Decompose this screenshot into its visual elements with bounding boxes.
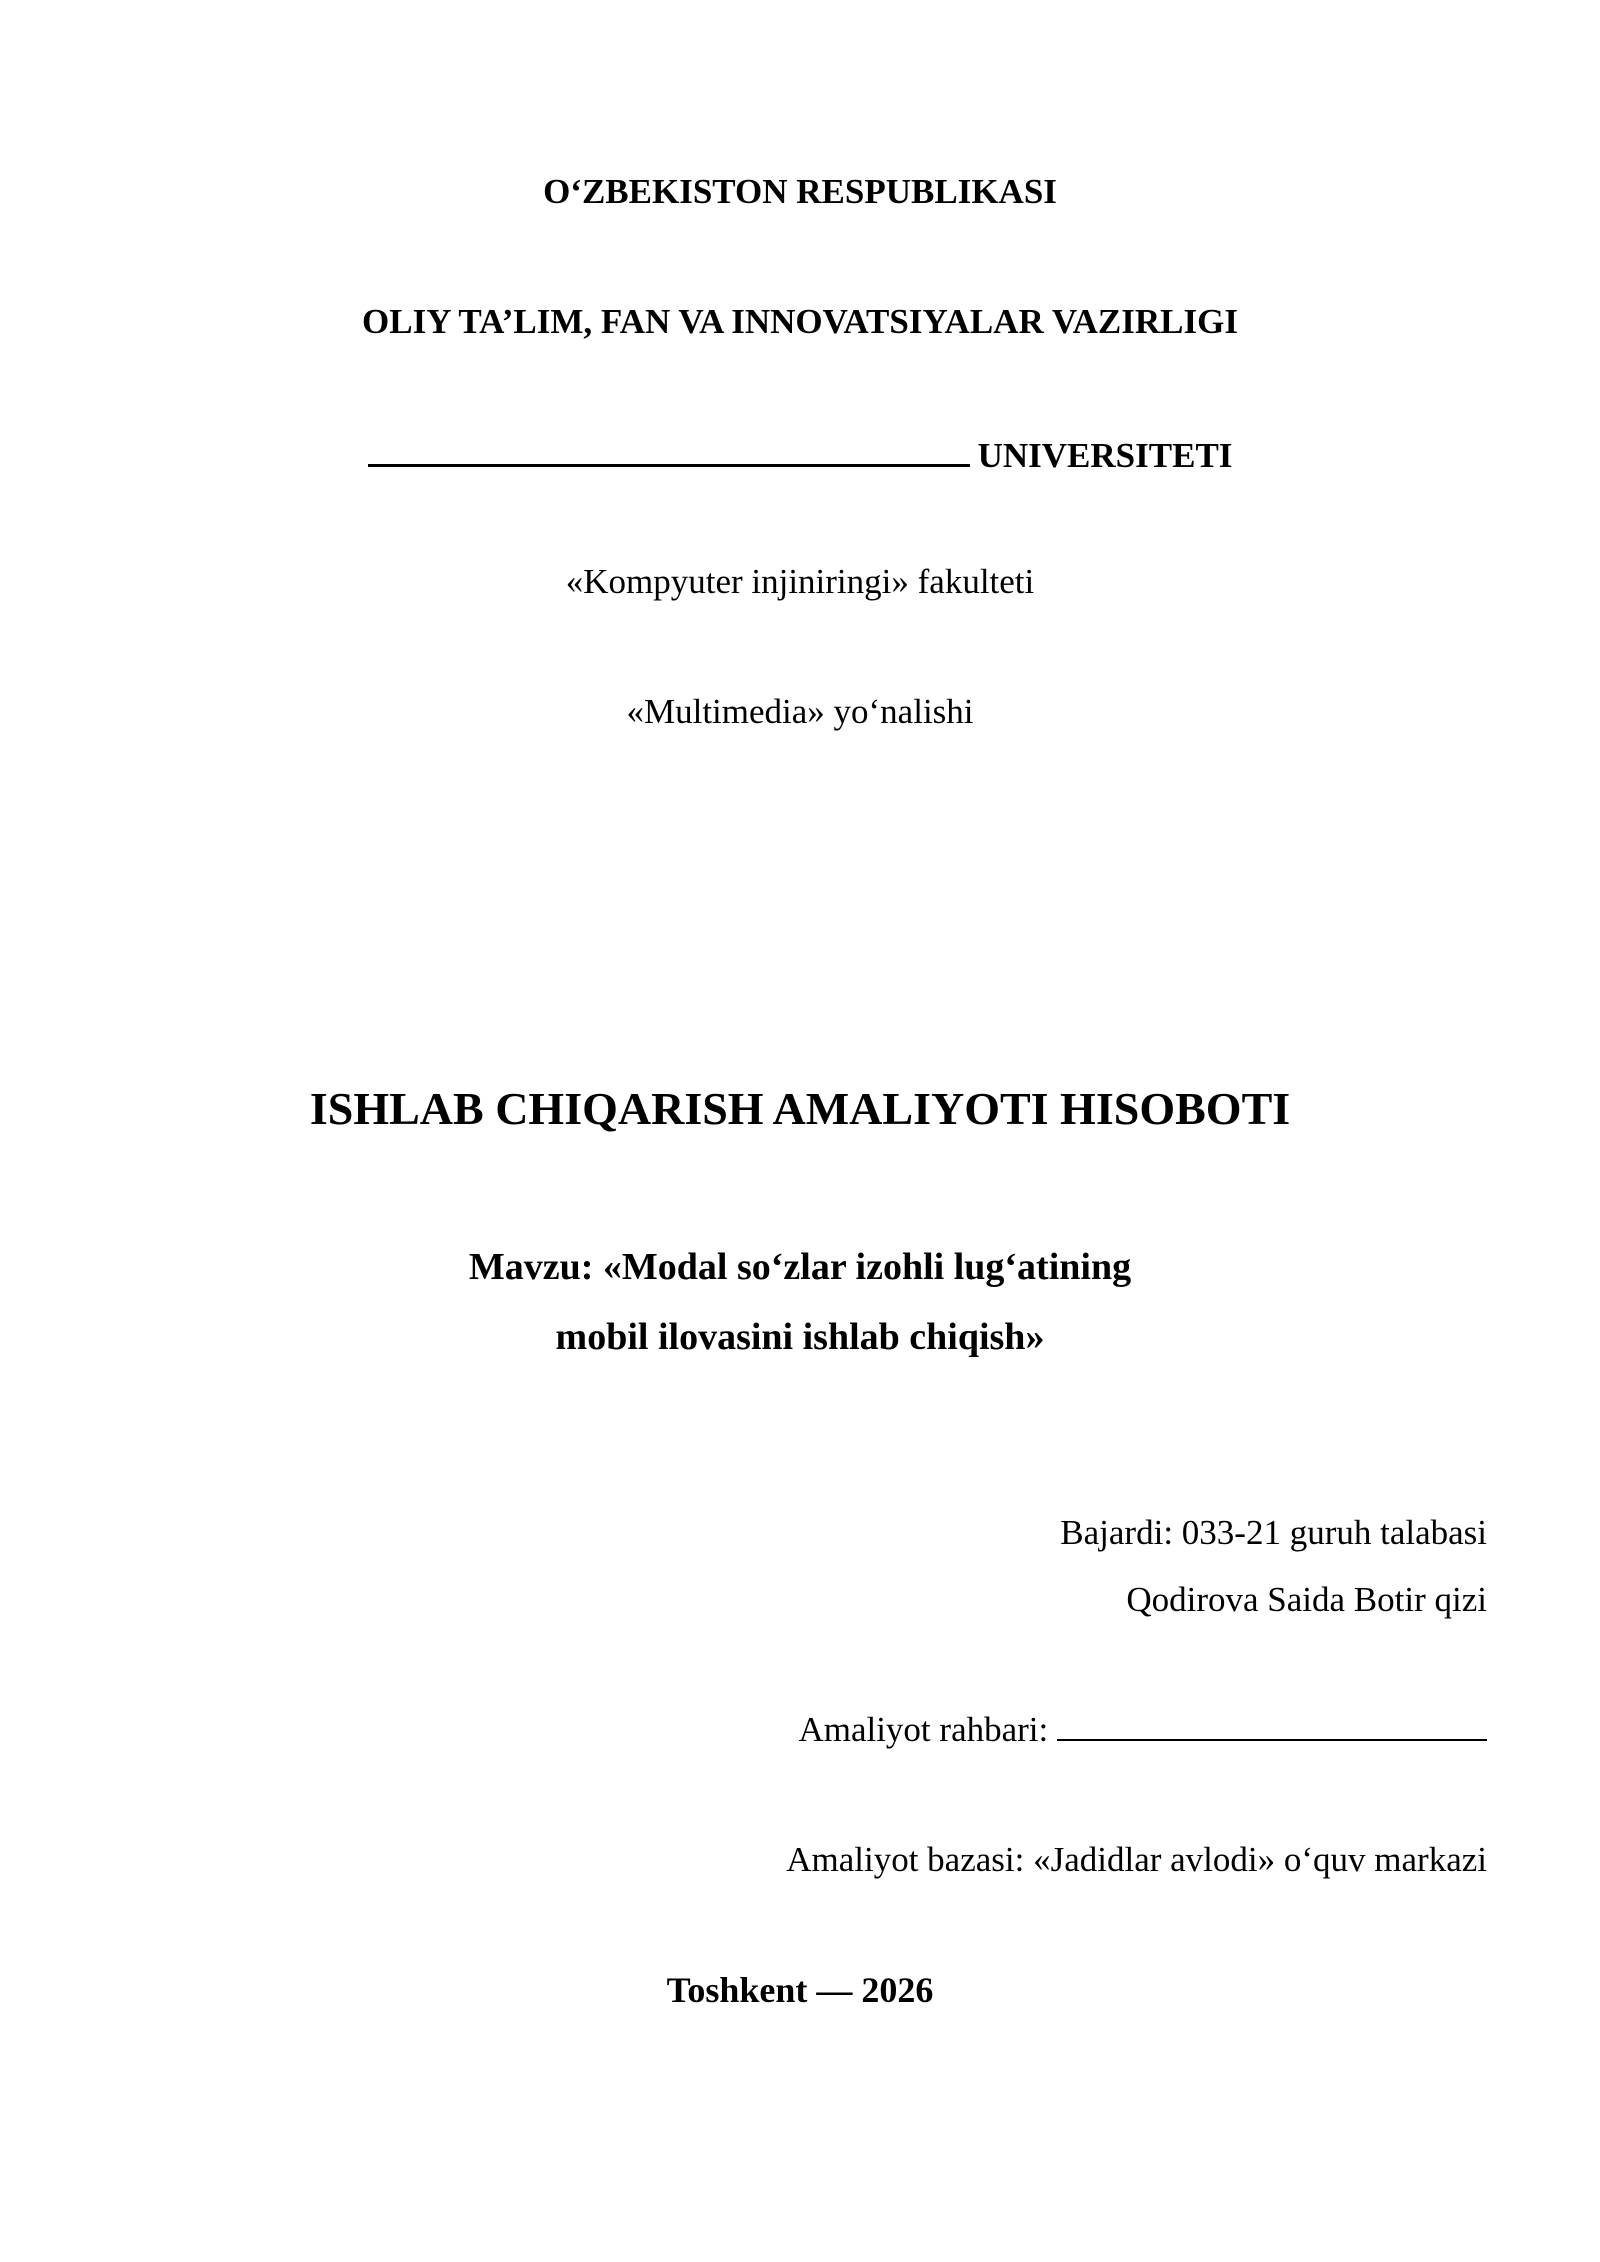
supervisor-blank — [1057, 1711, 1487, 1741]
topic-line-1: Mavzu: «Modal so‘zlar izohli lug‘atining — [468, 1246, 1132, 1288]
supervisor-line — [798, 1711, 1487, 1747]
report-title: ISHLAB CHIQARISH AMALIYOTI HISOBOTI — [309, 1083, 1291, 1134]
country-heading: O‘ZBEKISTON RESPUBLIKASI — [543, 172, 1057, 211]
university-suffix: UNIVERSITETI — [977, 436, 1233, 475]
direction-line: «Multimedia» yo‘nalishi — [626, 692, 974, 731]
student-name: Qodirova Saida Botir qizi — [1126, 1580, 1487, 1619]
faculty-line: «Kompyuter injiniringi» fakulteti — [565, 562, 1035, 601]
practice-base-line: Amaliyot bazasi: «Jadidlar avlodi» o‘quv markazi — [786, 1840, 1487, 1879]
city-year: Toshkent — 2026 — [666, 1970, 934, 2010]
university-name-blank — [368, 434, 970, 467]
done-by-line: Bajardi: 033-21 guruh talabasi — [1060, 1513, 1487, 1552]
ministry-heading: OLIY TA’LIM, FAN VA INNOVATSIYALAR VAZIRLIGI — [362, 302, 1238, 341]
topic-line-2: mobil ilovasini ishlab chiqish» — [555, 1316, 1045, 1358]
university-heading — [0, 434, 1600, 473]
supervisor-label: Amaliyot rahbari: — [798, 1710, 1057, 1749]
